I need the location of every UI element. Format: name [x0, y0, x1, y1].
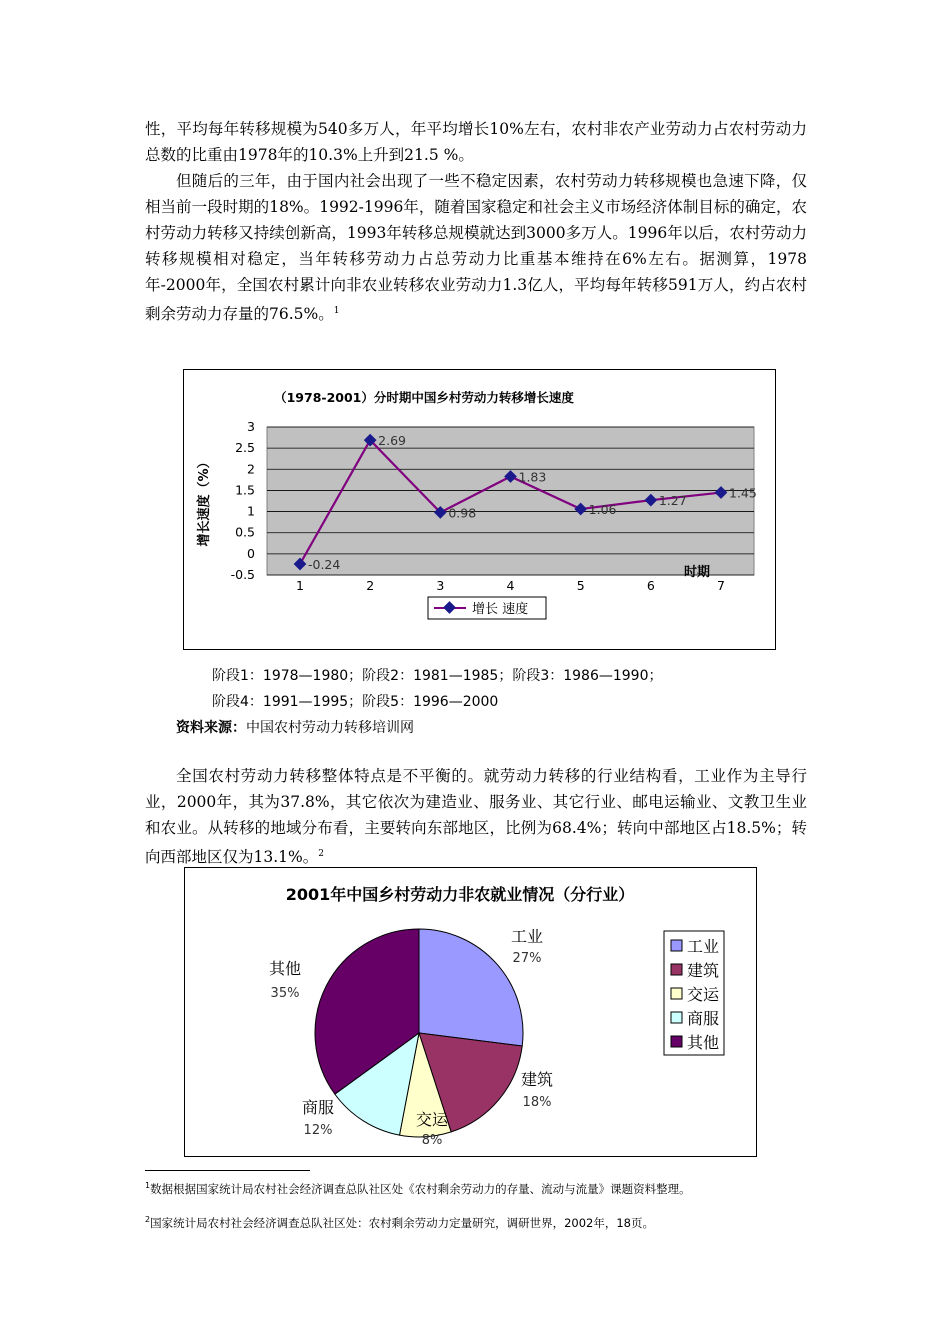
line-chart	[184, 370, 775, 649]
paragraph-2	[145, 168, 807, 327]
paragraph-1: 性，平均每年转移规模为540多万人，年平均增长10%左右，农村非农产业劳动力占农村劳动力总数的比重由1978年的10.3%上升到21.5 %。	[145, 120, 807, 164]
pie-legend	[664, 931, 724, 1055]
legend-swatch	[671, 1012, 682, 1023]
footnote-2-number: 2	[145, 1215, 151, 1224]
pie-chart-title: 2001年中国乡村劳动力非农就业情况（分行业）	[285, 885, 635, 904]
data-label: 1.45	[729, 485, 757, 501]
y-tick-label: 1	[247, 503, 255, 519]
paragraph-3	[145, 763, 807, 870]
x-tick-label: 6	[646, 578, 655, 593]
slice-value-label: 18%	[522, 1095, 552, 1110]
footnote-divider	[145, 1170, 310, 1171]
data-label: 0.98	[448, 505, 477, 521]
legend-label: 增长 速度	[472, 602, 529, 617]
footnote-ref-2: 2	[318, 849, 324, 859]
line-chart-title: （1978-2001）分时期中国乡村劳动力转移增长速度	[274, 390, 574, 405]
source-text: 中国农村劳动力转移培训网	[246, 720, 414, 736]
x-tick-label: 3	[436, 578, 445, 593]
paragraph-2-text: 但随后的三年，由于国内社会出现了一些不稳定因素，农村劳动力转移规模也急速下降，仅相当前一段时期的18%。1992-1996年，随着国家稳定和社会主义市场经济体制目标的确定，农村劳动力转移又持续创新高，1993年转移总规模就达到3000多万人。1996年以后，农村劳动力转移规模相对稳定，当年转移劳动力占总劳动力比重基本维持在6%左右。据测算，1978年-2000年，全国农村累计向非农业转移农业劳动力1.3亿人，平均每年转移591万人，约占农村剩余劳动力存量的76.5%。	[145, 172, 807, 324]
stage-note-2: 阶段4：1991—1995；阶段5：1996—2000	[212, 694, 499, 710]
pie-chart	[185, 868, 756, 1156]
slice-label: 交运	[415, 1110, 449, 1129]
legend-swatch	[671, 1036, 682, 1047]
x-tick-label: 2	[366, 578, 375, 593]
footnote-2	[145, 1212, 807, 1231]
y-tick-label: 0.5	[235, 524, 255, 540]
y-tick-label: 0	[247, 545, 255, 561]
footnote-1-text: 数据根据国家统计局农村社会经济调查总队社区处《农村剩余劳动力的存量、流动与流量》课题资料整理。	[150, 1181, 691, 1196]
x-axis-label: 时期	[684, 565, 711, 580]
slice-value-label: 8%	[421, 1133, 443, 1148]
x-tick-label: 5	[576, 578, 585, 593]
x-tick-label: 1	[296, 578, 304, 593]
y-axis-label: 增长速度（%）	[197, 455, 212, 547]
data-label: 1.06	[588, 502, 617, 518]
paragraph-3-text: 全国农村劳动力转移整体特点是不平衡的。就劳动力转移的行业结构看，工业作为主导行业，2000年，其为37.8%，其它依次为建造业、服务业、其它行业、邮电运输业、文教卫生业和农业。从转移的地域分布看，主要转向东部地区，比例为68.4%；转向中部地区占18.5%；转向西部地区仅为13.1%。	[145, 767, 807, 867]
footnote-2-text: 国家统计局农村社会经济调查总队社区处：农村剩余劳动力定量研究，调研世界，2002年，18页。	[150, 1215, 654, 1230]
line-chart-frame	[183, 369, 776, 650]
y-tick-label: 2	[247, 461, 255, 477]
legend-swatch	[671, 940, 682, 951]
data-label: 2.69	[378, 433, 407, 449]
legend-label: 其他	[687, 1033, 720, 1052]
source-note	[176, 717, 414, 737]
source-label: 资料来源：	[176, 720, 246, 736]
legend-label: 工业	[687, 937, 720, 956]
slice-label: 工业	[510, 927, 544, 946]
y-tick-label: 2.5	[235, 440, 255, 456]
legend-label: 商服	[687, 1009, 720, 1028]
footnote-ref-1: 1	[333, 306, 340, 316]
pie-chart-frame	[184, 867, 757, 1157]
slice-label: 建筑	[520, 1070, 554, 1089]
legend-label: 建筑	[687, 961, 720, 980]
slice-value-label: 27%	[512, 951, 542, 966]
y-tick-label: -0.5	[230, 567, 255, 582]
x-tick-label: 7	[717, 578, 725, 593]
slice-label: 其他	[268, 959, 302, 978]
legend-label: 交运	[687, 985, 720, 1004]
y-tick-label: 3	[247, 419, 255, 434]
legend	[428, 597, 546, 619]
stage-note-1: 阶段1：1978—1980；阶段2：1981—1985；阶段3：1986—1990；	[212, 668, 663, 684]
slice-label: 商服	[301, 1098, 335, 1117]
data-label: 1.83	[518, 469, 547, 485]
footnote-1-number: 1	[145, 1181, 151, 1190]
slice-value-label: 12%	[303, 1123, 333, 1138]
legend-swatch	[671, 988, 682, 999]
pie-slice	[419, 929, 523, 1046]
y-tick-label: 1.5	[235, 482, 255, 498]
slice-value-label: 35%	[270, 986, 300, 1001]
data-label: -0.24	[308, 557, 341, 573]
footnote-1	[145, 1178, 807, 1197]
data-label: 1.27	[658, 493, 687, 509]
legend-swatch	[671, 964, 682, 975]
x-tick-label: 4	[506, 578, 515, 593]
